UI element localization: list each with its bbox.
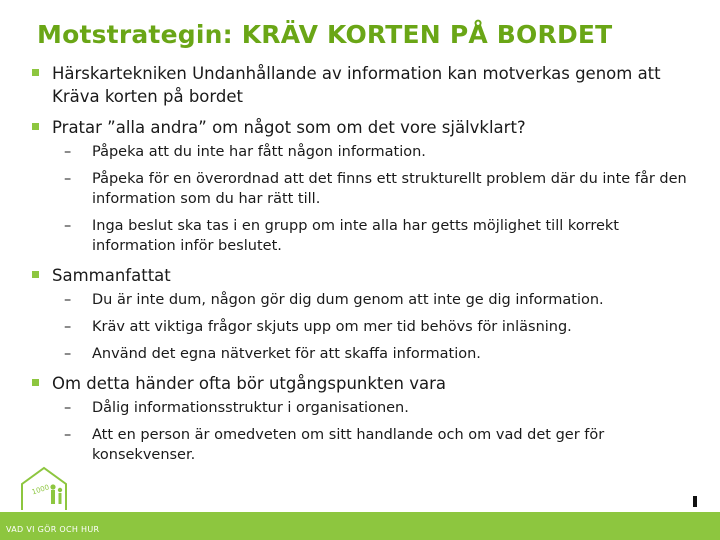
sub-bullet-text: Påpeka för en överordnad att det finns ett strukturellt problem där du inte får den information som du har rätt till. — [92, 171, 687, 207]
sub-list — [52, 142, 692, 256]
house-family-logo-icon — [4, 464, 82, 514]
dash-icon: – — [64, 144, 72, 160]
sub-bullet-item — [52, 398, 692, 418]
square-bullet-icon — [32, 123, 39, 130]
sub-bullet-item — [52, 344, 692, 364]
sub-bullet-text: Kräv att viktiga frågor skjuts upp om mer tid behövs för inläsning. — [92, 319, 572, 335]
bullet-item — [32, 372, 692, 465]
sub-bullet-text: Du är inte dum, någon gör dig dum genom att inte ge dig information. — [92, 292, 604, 308]
bullet-item — [32, 264, 692, 364]
bullet-item — [32, 62, 692, 108]
sub-bullet-item — [52, 290, 692, 310]
slide-content — [32, 62, 692, 473]
square-bullet-icon — [32, 379, 39, 386]
sub-bullet-item — [52, 317, 692, 337]
sub-bullet-item — [52, 169, 692, 209]
dash-icon: – — [64, 171, 72, 187]
bullet-text: Om detta händer ofta bör utgångspunkten vara — [52, 374, 447, 393]
dash-icon: – — [64, 218, 72, 234]
sub-list — [52, 398, 692, 465]
sub-bullet-text: Påpeka att du inte har fått någon information. — [92, 144, 426, 160]
sub-bullet-text: Inga beslut ska tas i en grupp om inte alla har getts möjlighet till korrekt information inför beslutet. — [92, 218, 619, 254]
bullet-text: Härskartekniken Undanhållande av information kan motverkas genom att Kräva korten på bordet — [52, 64, 661, 106]
slide-title: Motstrategin: KRÄV KORTEN PÅ BORDET — [37, 20, 613, 49]
footer-bar — [0, 512, 720, 540]
square-bullet-icon — [32, 69, 39, 76]
dash-icon: – — [64, 319, 72, 335]
sub-bullet-item — [52, 142, 692, 162]
sub-bullet-text: Dålig informationsstruktur i organisationen. — [92, 400, 409, 416]
sub-bullet-item — [52, 216, 692, 256]
bullet-text: Pratar ”alla andra” om något som om det vore självklart? — [52, 118, 526, 137]
dash-icon: – — [64, 346, 72, 362]
sub-bullet-text: Att en person är omedveten om sitt handlande och om vad det ger för konsekvenser. — [92, 427, 605, 463]
dash-icon: – — [64, 400, 72, 416]
logo-text: 1000 — [30, 483, 51, 497]
sub-bullet-text: Använd det egna nätverket för att skaffa information. — [92, 346, 481, 362]
dash-icon: – — [64, 292, 72, 308]
bullet-item — [32, 116, 692, 256]
bullet-text: Sammanfattat — [52, 266, 171, 285]
page-marker — [693, 496, 697, 507]
dash-icon: – — [64, 427, 72, 443]
sub-bullet-item — [52, 425, 692, 465]
footer-text: VAD VI GÖR OCH HUR — [6, 525, 100, 534]
square-bullet-icon — [32, 271, 39, 278]
sub-list — [52, 290, 692, 364]
